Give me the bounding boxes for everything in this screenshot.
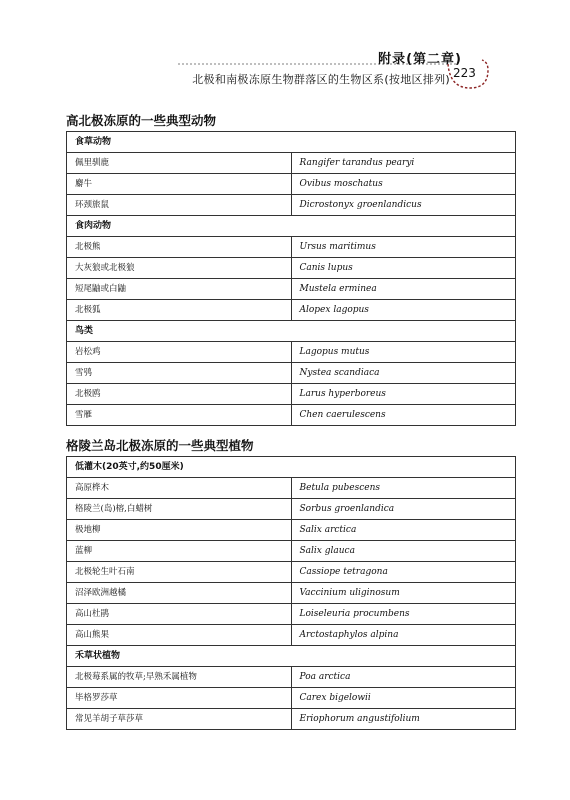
table-row bbox=[67, 153, 516, 174]
common-name: 短尾鼬或白鼬 bbox=[67, 279, 292, 300]
scientific-name: Cassiope tetragona bbox=[291, 562, 516, 583]
table-row bbox=[67, 625, 516, 646]
scientific-name: Vaccinium uliginosum bbox=[291, 583, 516, 604]
section-subtitle: 北极和南极冻原生物群落区的生物区系(按地区排列) bbox=[192, 73, 450, 86]
page-number: 223 bbox=[453, 66, 476, 80]
scientific-name: Salix arctica bbox=[291, 520, 516, 541]
scientific-name: Sorbus groenlandica bbox=[291, 499, 516, 520]
scientific-name: Nystea scandiaca bbox=[291, 363, 516, 384]
common-name: 北极莓系属的牧草;早熟禾属植物 bbox=[67, 667, 292, 688]
table-row bbox=[67, 709, 516, 730]
common-name: 毕格罗莎草 bbox=[67, 688, 292, 709]
running-header bbox=[0, 0, 570, 100]
chapter-title: 附录(第二章) bbox=[378, 52, 462, 67]
animals-title: 高北极冻原的一些典型动物 bbox=[66, 113, 217, 128]
common-name: 麝牛 bbox=[67, 174, 292, 195]
common-name: 高原桦木 bbox=[67, 478, 292, 499]
table-row bbox=[67, 342, 516, 363]
category-label: 食肉动物 bbox=[67, 216, 516, 237]
scientific-name: Poa arctica bbox=[291, 667, 516, 688]
scientific-name: Mustela erminea bbox=[291, 279, 516, 300]
scientific-name: Rangifer tarandus pearyi bbox=[291, 153, 516, 174]
common-name: 环颈旅鼠 bbox=[67, 195, 292, 216]
table-row bbox=[67, 174, 516, 195]
scientific-name: Ovibus moschatus bbox=[291, 174, 516, 195]
common-name: 极地柳 bbox=[67, 520, 292, 541]
table-row bbox=[67, 195, 516, 216]
plants-title: 格陵兰岛北极冻原的一些典型植物 bbox=[66, 438, 254, 453]
scientific-name: Ursus maritimus bbox=[291, 237, 516, 258]
common-name: 北极轮生叶石南 bbox=[67, 562, 292, 583]
plants-table bbox=[66, 456, 516, 730]
scientific-name: Dicrostonyx groenlandicus bbox=[291, 195, 516, 216]
table-row bbox=[67, 279, 516, 300]
category-label: 食草动物 bbox=[67, 132, 516, 153]
common-name: 大灰狼或北极狼 bbox=[67, 258, 292, 279]
table-row bbox=[67, 258, 516, 279]
common-name: 雪鸮 bbox=[67, 363, 292, 384]
category-label: 禾草状植物 bbox=[67, 646, 516, 667]
scientific-name: Salix glauca bbox=[291, 541, 516, 562]
common-name: 格陵兰(岛)榕,白蜡树 bbox=[67, 499, 292, 520]
category-label: 鸟类 bbox=[67, 321, 516, 342]
common-name: 北极熊 bbox=[67, 237, 292, 258]
category-label: 低灌木(20英寸,约50厘米) bbox=[67, 457, 516, 478]
common-name: 北极狐 bbox=[67, 300, 292, 321]
table-row bbox=[67, 604, 516, 625]
scientific-name: Arctostaphylos alpina bbox=[291, 625, 516, 646]
category-row bbox=[67, 216, 516, 237]
table-row bbox=[67, 300, 516, 321]
scientific-name: Carex bigelowii bbox=[291, 688, 516, 709]
common-name: 常见羊胡子草莎草 bbox=[67, 709, 292, 730]
scientific-name: Lagopus mutus bbox=[291, 342, 516, 363]
table-row bbox=[67, 384, 516, 405]
table-row bbox=[67, 520, 516, 541]
common-name: 沼泽欧洲越橘 bbox=[67, 583, 292, 604]
common-name: 蓝柳 bbox=[67, 541, 292, 562]
common-name: 岩松鸡 bbox=[67, 342, 292, 363]
table-row bbox=[67, 499, 516, 520]
table-row bbox=[67, 405, 516, 426]
scientific-name: Chen caerulescens bbox=[291, 405, 516, 426]
scientific-name: Loiseleuria procumbens bbox=[291, 604, 516, 625]
table-row bbox=[67, 667, 516, 688]
common-name: 佩里驯鹿 bbox=[67, 153, 292, 174]
table-row bbox=[67, 237, 516, 258]
scientific-name: Eriophorum angustifolium bbox=[291, 709, 516, 730]
common-name: 高山杜鹃 bbox=[67, 604, 292, 625]
category-row bbox=[67, 132, 516, 153]
common-name: 北极鸥 bbox=[67, 384, 292, 405]
scientific-name: Alopex lagopus bbox=[291, 300, 516, 321]
table-row bbox=[67, 583, 516, 604]
category-row bbox=[67, 457, 516, 478]
scientific-name: Betula pubescens bbox=[291, 478, 516, 499]
table-row bbox=[67, 562, 516, 583]
scientific-name: Canis lupus bbox=[291, 258, 516, 279]
animals-table bbox=[66, 131, 516, 426]
common-name: 雪雁 bbox=[67, 405, 292, 426]
table-row bbox=[67, 478, 516, 499]
table-row bbox=[67, 363, 516, 384]
table-row bbox=[67, 541, 516, 562]
common-name: 高山熊果 bbox=[67, 625, 292, 646]
scientific-name: Larus hyperboreus bbox=[291, 384, 516, 405]
category-row bbox=[67, 321, 516, 342]
table-row bbox=[67, 688, 516, 709]
category-row bbox=[67, 646, 516, 667]
